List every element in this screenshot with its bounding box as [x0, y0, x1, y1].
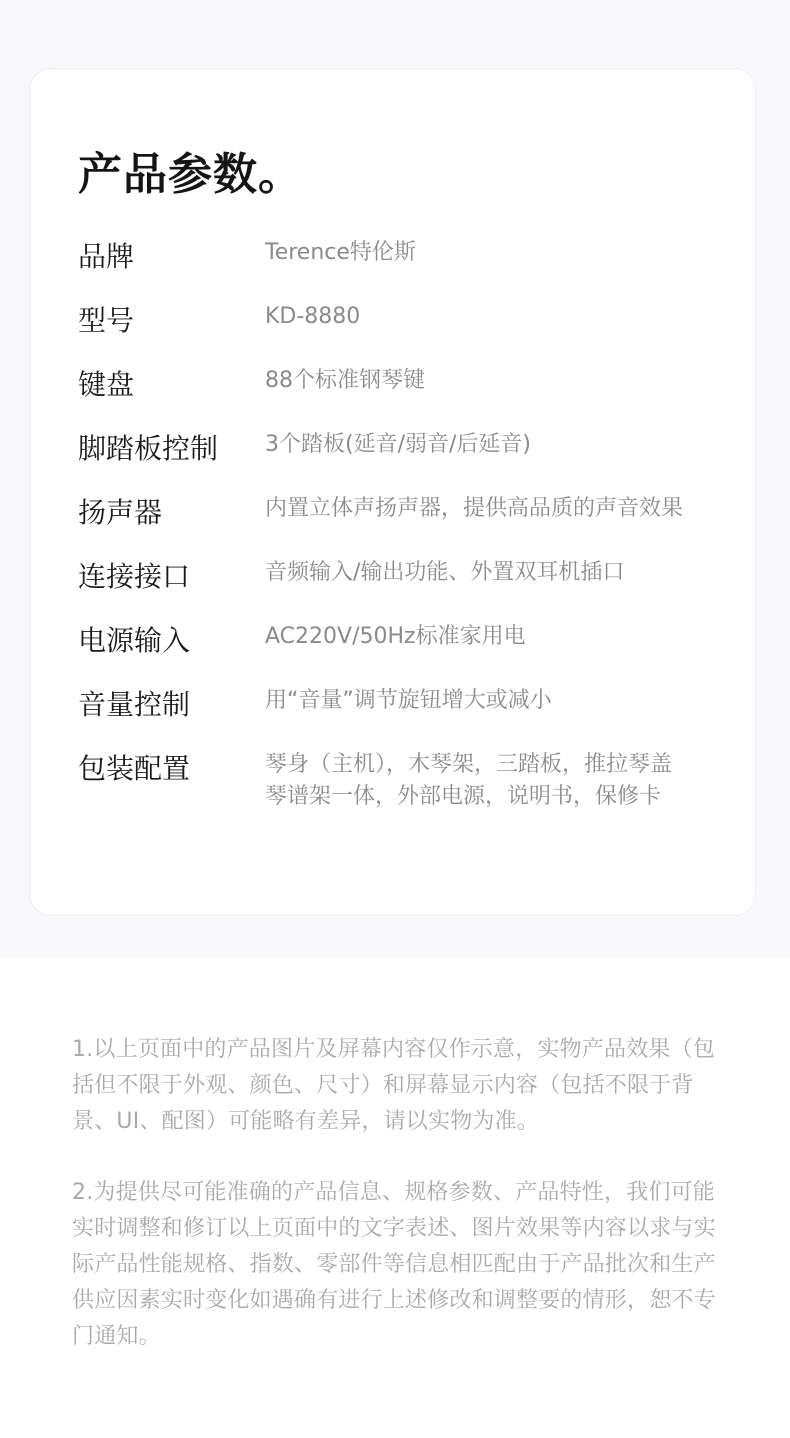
spec-value: 音频输入/输出功能、外置双耳机插口	[265, 560, 625, 585]
spec-value: 内置立体声扬声器，提供高品质的声音效果	[265, 496, 684, 521]
spec-label: 脚踏板控制	[78, 432, 219, 465]
spec-value: 88个标准钢琴键	[265, 368, 425, 393]
spec-card	[29, 68, 756, 916]
spec-value: KD-8880	[265, 304, 361, 329]
spec-label: 包装配置	[78, 752, 191, 785]
spec-value: 3个踏板(延音/弱音/后延音)	[265, 432, 531, 457]
spec-label: 键盘	[78, 368, 135, 401]
page-title: 产品参数。	[78, 149, 303, 200]
spec-value: 琴身（主机），木琴架，三踏板，推拉琴盖 琴谱架一体，外部电源，说明书，保修卡	[265, 752, 673, 809]
spec-value: Terence特伦斯	[265, 240, 416, 265]
spec-label: 品牌	[78, 240, 135, 273]
spec-value: AC220V/50Hz标准家用电	[265, 624, 526, 649]
disclaimer-paragraph-2: 2.为提供尽可能准确的产品信息、规格参数、产品特性，我们可能实时调整和修订以上页面中的文字表述、图片效果等内容以求与实际产品性能规格、指数、零部件等信息相匹配由于产品批次和生产供应因素实时变化如遇确有进行上述修改和调整要的情形，恕不专门通知。	[72, 1180, 716, 1349]
spec-value: 用“音量”调节旋钮增大或减小	[265, 688, 552, 713]
spec-label: 型号	[78, 304, 135, 337]
spec-label: 音量控制	[78, 688, 191, 721]
disclaimer-paragraph-1: 1.以上页面中的产品图片及屏幕内容仅作示意，实物产品效果（包括但不限于外观、颜色、尺寸）和屏幕显示内容（包括不限于背景、UI、配图）可能略有差异，请以实物为准。	[72, 1037, 715, 1134]
spec-label: 电源输入	[78, 624, 191, 657]
spec-label: 连接接口	[78, 560, 191, 593]
spec-label: 扬声器	[78, 496, 163, 529]
